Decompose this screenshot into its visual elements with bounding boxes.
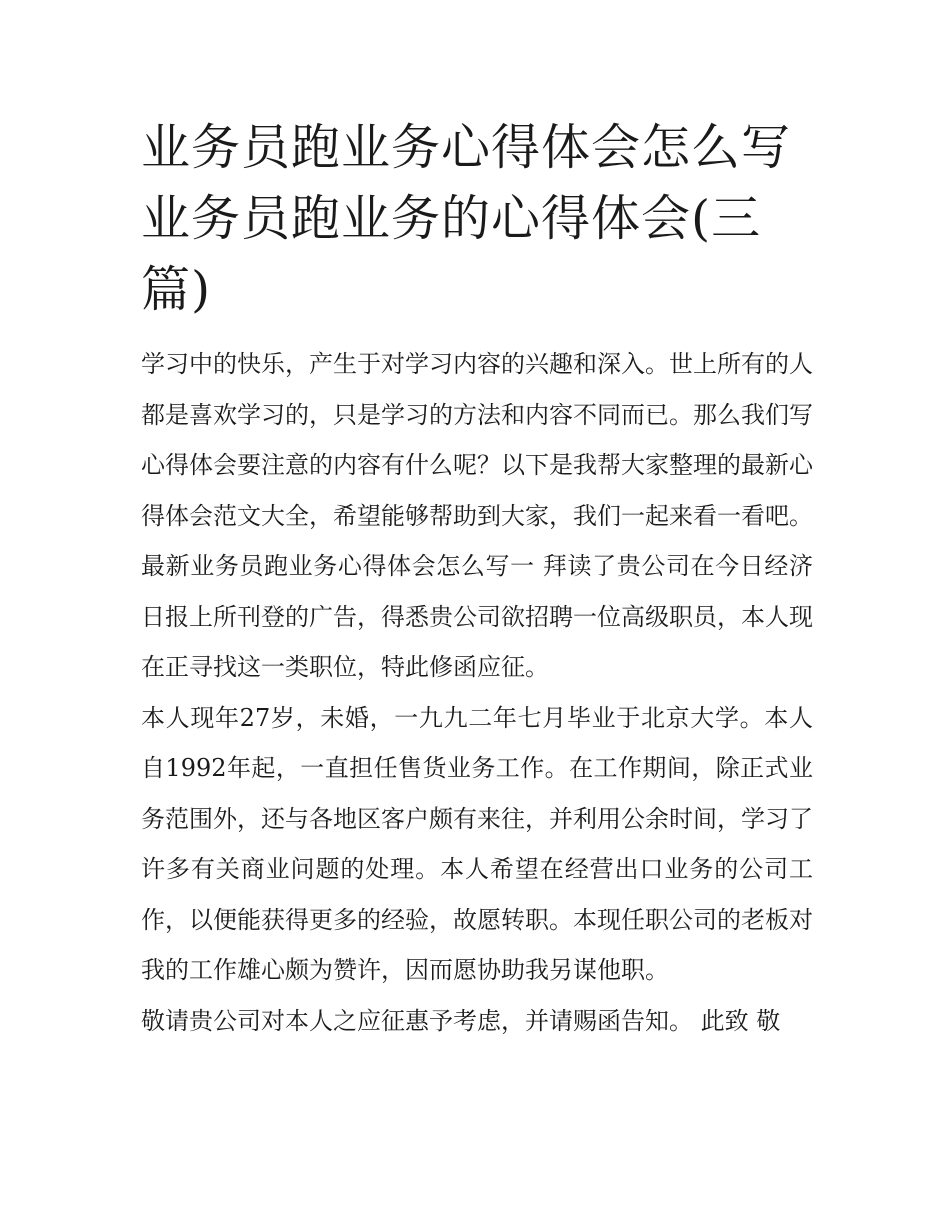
intro-paragraph: 学习中的快乐，产生于对学习内容的兴趣和深入。世上所有的人都是喜欢学习的，只是学习的方法和内容不同而已。那么我们写心得体会要注意的内容有什么呢？以下是我帮大家整理的最新心得体会范文大全，希望能够帮助到大家，我们一起来看一看吧。 bbox=[141, 350, 813, 530]
body-paragraph-2: 本人现年27岁，未婚，一九九二年七月毕业于北京大学。本人自1992年起，一直担任售货业务工作。在工作期间，除正式业务范围外，还与各地区客户颇有来往，并利用公余时间，学习了许多有关商业问题的处理。本人希望在经营出口业务的公司工作，以便能获得更多的经验，故愿转职。本现任职公司的老板对我的工作雄心颇为赞许，因而愿协助我另谋他职。 bbox=[141, 703, 813, 984]
document-page bbox=[141, 112, 813, 1046]
document-title: 业务员跑业务心得体会怎么写 业务员跑业务的心得体会(三篇) bbox=[141, 119, 792, 318]
body-paragraph-3: 敬请贵公司对本人之应征惠予考虑，并请赐函告知。 此致 敬 bbox=[141, 1006, 781, 1035]
body-paragraph-1: 最新业务员跑业务心得体会怎么写一 拜读了贵公司在今日经济日报上所刊登的广告，得悉贵公司欲招聘一位高级职员，本人现在正寻找这一类职位，特此修函应征。 bbox=[141, 552, 813, 681]
